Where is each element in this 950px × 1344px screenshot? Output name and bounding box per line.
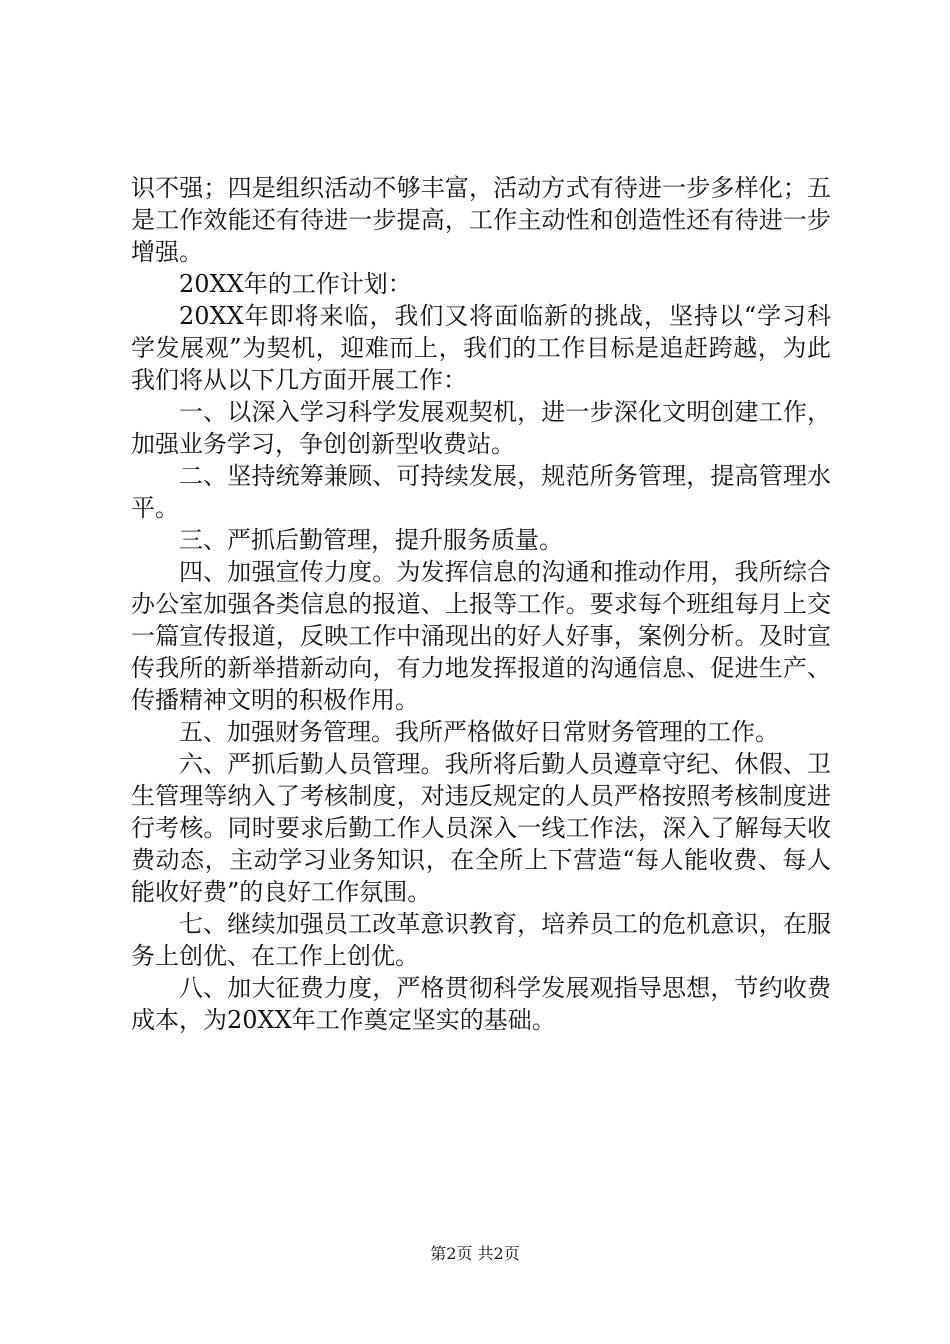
paragraph-item-5: 五、加强财务管理。我所严格做好日常财务管理的工作。 [179, 718, 779, 746]
paragraph-item-2: 二、坚持统筹兼顾、可持续发展，规范所务管理，提高管理水平。 [131, 462, 831, 522]
paragraph-plan-heading: 20XX年的工作计划： [179, 270, 412, 298]
paragraph-item-1: 一、以深入学习科学发展观契机，进一步深化文明创建工作，加强业务学习，争创创新型收费站。 [131, 398, 831, 458]
paragraph-intro: 20XX年即将来临，我们又将面临新的挑战，坚持以“学习科学发展观”为契机，迎难而上，我们的工作目标是追赶跨越，为此我们将从以下几方面开展工作： [131, 302, 831, 394]
paragraph-item-7: 七、继续加强员工改革意识教育，培养员工的危机意识，在服务上创优、在工作上创优。 [131, 910, 831, 970]
paragraph-item-8: 八、加大征费力度，严格贯彻科学发展观指导思想，节约收费成本，为20XX年工作奠定坚实的基础。 [131, 974, 831, 1034]
paragraph-item-4: 四、加强宣传力度。为发挥信息的沟通和推动作用，我所综合办公室加强各类信息的报道、上报等工作。要求每个班组每月上交一篇宣传报道，反映工作中涌现出的好人好事，案例分析。及时宣传我所的新举措新动向，有力地发挥报道的沟通信息、促进生产、传播精神文明的积极作用。 [131, 558, 831, 714]
paragraph-continuation: 识不强；四是组织活动不够丰富，活动方式有待进一步多样化；五是工作效能还有待进一步提高，工作主动性和创造性还有待进一步增强。 [131, 174, 831, 266]
page-number-footer: 第2页 共2页 [430, 1244, 520, 1263]
paragraph-item-3: 三、严抓后勤管理，提升服务质量。 [179, 526, 563, 554]
paragraph-item-6: 六、严抓后勤人员管理。我所将后勤人员遵章守纪、休假、卫生管理等纳入了考核制度，对违反规定的人员严格按照考核制度进行考核。同时要求后勤工作人员深入一线工作法，深入了解每天收费动态，主动学习业务知识，在全所上下营造“每人能收费、每人能收好费”的良好工作氛围。 [131, 750, 831, 906]
document-body [131, 172, 831, 1036]
